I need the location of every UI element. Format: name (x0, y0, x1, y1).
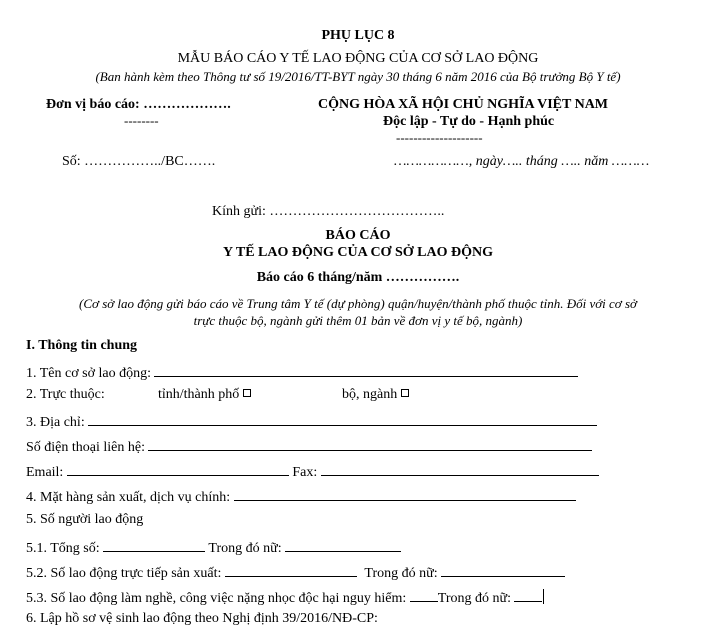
products-line[interactable] (234, 486, 576, 501)
report-note-line1: (Cơ sở lao động gửi báo cáo về Trung tâm Y tế (dự phòng) quận/huyện/thành phố thuộc tỉnh. Đối với cơ sở (79, 296, 637, 311)
field-label: Fax: (292, 465, 318, 480)
text-cursor (543, 589, 544, 604)
field-label: Email: (26, 465, 64, 480)
field-hazardous-workers (26, 587, 544, 607)
field-label: Trong đó nữ: (208, 541, 282, 556)
field-label: Trong đó nữ: (364, 566, 438, 581)
motto: Độc lập - Tự do - Hạnh phúc (383, 114, 555, 129)
field-label: 5.3. Số lao động làm nghề, công việc nặng nhọc độc hại nguy hiểm: (26, 591, 407, 606)
field-label: 3. Địa chỉ: (26, 415, 85, 430)
report-period: Báo cáo 6 tháng/năm ……………. (256, 270, 460, 285)
field-products (26, 486, 576, 506)
addressee: Kính gửi: ……………………………….. (212, 204, 445, 219)
total-female-line[interactable] (285, 537, 401, 552)
field-email (26, 461, 599, 481)
field-label: 5.2. Số lao động trực tiếp sản xuất: (26, 566, 222, 581)
reporting-unit: Đơn vị báo cáo: ………………. (46, 97, 231, 112)
phone-line[interactable] (148, 436, 592, 451)
facility-name-line[interactable] (154, 362, 578, 377)
report-title: BÁO CÁO (325, 228, 391, 243)
direct-workers-line[interactable] (225, 562, 357, 577)
hazardous-female-line[interactable] (514, 587, 542, 602)
report-number: Số: ……………../BC……. (62, 154, 216, 169)
field-label: 1. Tên cơ sở lao động: (26, 366, 151, 381)
field-label: 5.1. Tổng số: (26, 541, 100, 556)
nation-title: CỘNG HÒA XÃ HỘI CHỦ NGHĨA VIỆT NAM (318, 97, 609, 112)
option-province[interactable] (158, 387, 251, 403)
option-label: tỉnh/thành phố (158, 387, 240, 402)
option-label: bộ, ngành (342, 387, 398, 402)
field-phone (26, 436, 592, 456)
address-line[interactable] (88, 411, 597, 426)
appendix-title: PHỤ LỤC 8 (321, 28, 395, 43)
checkbox-icon[interactable] (401, 389, 409, 397)
field-hygiene-records: 6. Lập hồ sơ vệ sinh lao động theo Nghị định 39/2016/NĐ-CP: (26, 611, 378, 626)
field-label: 4. Mặt hàng sản xuất, dịch vụ chính: (26, 490, 231, 505)
report-note-line2: trực thuộc bộ, ngành gửi thêm 01 bản về đơn vị y tế bộ, ngành) (193, 313, 523, 328)
left-divider: -------- (124, 113, 159, 128)
field-label: Số điện thoại liên hệ: (26, 440, 145, 455)
right-divider: -------------------- (396, 130, 483, 145)
field-address (26, 411, 597, 431)
form-title: MẪU BÁO CÁO Y TẾ LAO ĐỘNG CỦA CƠ SỞ LAO ĐỘNG (177, 51, 539, 66)
email-line[interactable] (67, 461, 289, 476)
option-ministry[interactable] (342, 387, 409, 403)
field-direct-workers (26, 562, 565, 582)
direct-female-line[interactable] (441, 562, 565, 577)
fax-line[interactable] (321, 461, 599, 476)
hazardous-workers-line[interactable] (410, 587, 438, 602)
date-line: ………………, ngày….. tháng ….. năm ……… (394, 154, 650, 169)
total-workers-line[interactable] (103, 537, 205, 552)
field-facility-name (26, 362, 578, 382)
field-total-workers (26, 537, 401, 557)
checkbox-icon[interactable] (243, 389, 251, 397)
section-heading: I. Thông tin chung (26, 338, 138, 353)
field-affiliation-label: 2. Trực thuộc: (26, 387, 105, 402)
field-workers: 5. Số người lao động (26, 512, 144, 527)
report-subtitle: Y TẾ LAO ĐỘNG CỦA CƠ SỞ LAO ĐỘNG (223, 245, 493, 260)
issued-note: (Ban hành kèm theo Thông tư số 19/2016/TT-BYT ngày 30 tháng 6 năm 2016 của Bộ trưởng Bộ Y tế) (95, 69, 621, 84)
field-label: Trong đó nữ: (437, 591, 511, 606)
